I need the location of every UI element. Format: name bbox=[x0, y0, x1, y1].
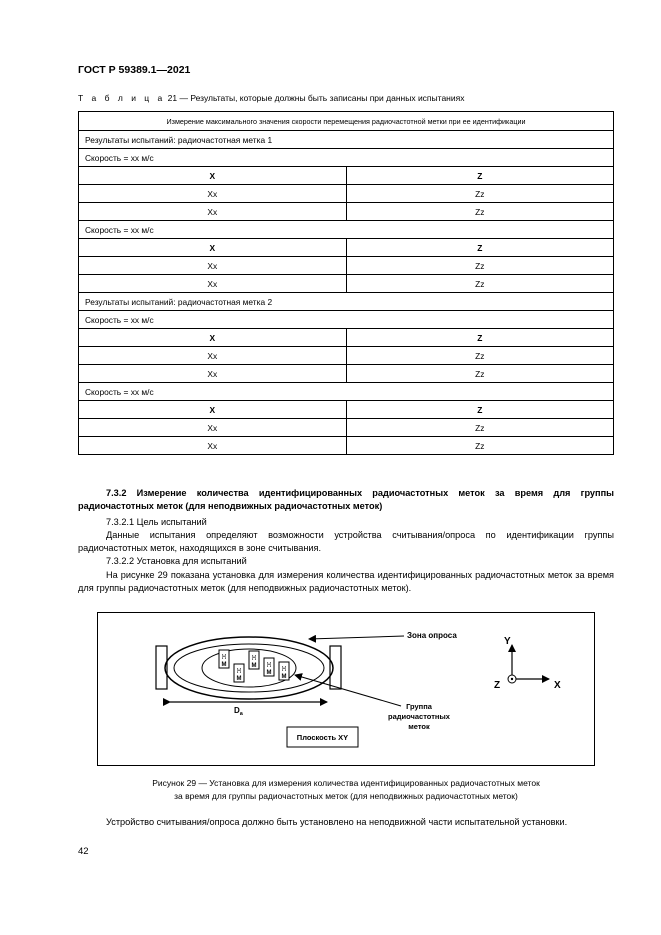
reader-right-antenna bbox=[330, 646, 341, 689]
table-section-row bbox=[79, 293, 614, 311]
table-row bbox=[79, 203, 614, 221]
table-header-cell: Измерение максимального значения скорости перемещения радиочастотной метки при ее идентификации bbox=[79, 112, 614, 131]
svg-text:[•]: [•] bbox=[251, 655, 257, 661]
page-number: 42 bbox=[78, 846, 89, 857]
svg-text:[•]: [•] bbox=[281, 666, 287, 672]
table-cell: Zz bbox=[346, 437, 614, 455]
table-cell: Zz bbox=[346, 419, 614, 437]
table-column-header-row bbox=[79, 401, 614, 419]
table-header-row bbox=[79, 112, 614, 131]
z-axis-label: Z bbox=[494, 680, 501, 691]
footer-paragraph: Устройство считывания/опроса должно быть установлено на неподвижной части испытательной установки. bbox=[106, 817, 568, 827]
svg-text:M: M bbox=[281, 674, 287, 680]
subsection-2-text: На рисунке 29 показана установка для измерения количества идентифицированных радиочастотных меток за время для группы радиочастотных меток (для неподвижных радиочастотных меток). bbox=[78, 570, 614, 593]
table-cell: Xx bbox=[79, 185, 347, 203]
table-column-header: X bbox=[79, 329, 347, 347]
group-label-2: радиочастотных bbox=[388, 712, 450, 721]
figure-diagram bbox=[98, 613, 594, 765]
svg-text:[•]: [•] bbox=[266, 662, 272, 668]
table-cell: Xx bbox=[79, 257, 347, 275]
table-section-cell: Скорость = хх м/с bbox=[79, 149, 614, 167]
table-cell: Zz bbox=[346, 275, 614, 293]
tag-4 bbox=[264, 658, 274, 676]
table-section-cell: Скорость = хх м/с bbox=[79, 311, 614, 329]
table-cell: Xx bbox=[79, 347, 347, 365]
table-column-header: Z bbox=[346, 167, 614, 185]
group-label-3: меток bbox=[408, 722, 430, 731]
table-cell: Zz bbox=[346, 185, 614, 203]
tag-1 bbox=[219, 650, 229, 668]
table-cell: Xx bbox=[79, 203, 347, 221]
table-section-row bbox=[79, 131, 614, 149]
table-column-header: X bbox=[79, 401, 347, 419]
zone-label: Зона опроса bbox=[407, 631, 457, 640]
table-row bbox=[79, 347, 614, 365]
document-code: ГОСТ Р 59389.1—2021 bbox=[78, 64, 191, 76]
group-label-1: Группа bbox=[406, 702, 432, 711]
svg-text:[•]: [•] bbox=[236, 668, 242, 674]
table-row bbox=[79, 365, 614, 383]
table-column-header: Z bbox=[346, 239, 614, 257]
table-column-header-row bbox=[79, 167, 614, 185]
distance-label: $D_a$ bbox=[234, 706, 243, 717]
figure-29 bbox=[97, 612, 595, 766]
subsection-2-title: 7.3.2.2 Установка для испытаний bbox=[106, 556, 247, 566]
table-caption bbox=[78, 93, 464, 103]
table-column-header: X bbox=[79, 239, 347, 257]
results-table bbox=[78, 111, 614, 455]
svg-text:M: M bbox=[236, 676, 242, 682]
table-cell: Xx bbox=[79, 419, 347, 437]
table-row bbox=[79, 437, 614, 455]
subsection-1-text: Данные испытания определяют возможности устройства считывания/опроса по идентификации группы радиочастотных меток, находящихся в зоне считывания. bbox=[78, 530, 614, 553]
svg-text:M: M bbox=[266, 670, 272, 676]
table-column-header-row bbox=[79, 329, 614, 347]
table-section-cell: Скорость = хх м/с bbox=[79, 221, 614, 239]
figure-caption bbox=[78, 777, 614, 802]
table-row bbox=[79, 257, 614, 275]
table-cell: Xx bbox=[79, 437, 347, 455]
table-column-header: Z bbox=[346, 329, 614, 347]
zone-arrow bbox=[309, 636, 404, 639]
table-row bbox=[79, 185, 614, 203]
table-cell: Zz bbox=[346, 347, 614, 365]
table-section-row bbox=[79, 383, 614, 401]
table-column-header: Z bbox=[346, 401, 614, 419]
table-row bbox=[79, 275, 614, 293]
y-axis-label: Y bbox=[504, 636, 511, 647]
svg-text:M: M bbox=[251, 663, 257, 669]
section-heading: 7.3.2 Измерение количества идентифицированных радиочастотных меток за время для группы радиочастотных меток (для неподвижных радиочастотных меток) bbox=[78, 488, 614, 511]
table-cell: Xx bbox=[79, 365, 347, 383]
tag-3 bbox=[249, 651, 259, 669]
table-section-row bbox=[79, 311, 614, 329]
table-section-row bbox=[79, 221, 614, 239]
table-cell: Zz bbox=[346, 257, 614, 275]
table-cell: Xx bbox=[79, 275, 347, 293]
xy-plane-label: Плоскость XY bbox=[296, 733, 349, 742]
svg-text:M: M bbox=[221, 662, 227, 668]
group-arrow bbox=[295, 675, 401, 706]
subsection-1-title: 7.3.2.1 Цель испытаний bbox=[106, 517, 207, 527]
table-section-cell: Результаты испытаний: радиочастотная метка 2 bbox=[79, 293, 614, 311]
tag-5 bbox=[279, 662, 289, 680]
table-cell: Zz bbox=[346, 365, 614, 383]
x-axis-label: X bbox=[554, 680, 561, 691]
svg-text:[•]: [•] bbox=[221, 654, 227, 660]
table-row bbox=[79, 419, 614, 437]
table-cell: Zz bbox=[346, 203, 614, 221]
table-section-row bbox=[79, 149, 614, 167]
table-section-cell: Результаты испытаний: радиочастотная метка 1 bbox=[79, 131, 614, 149]
figure-caption-line-1: Рисунок 29 — Установка для измерения количества идентифицированных радиочастотных меток bbox=[152, 778, 540, 788]
figure-caption-line-2: за время для группы радиочастотных меток (для неподвижных радиочастотных меток) bbox=[174, 790, 518, 801]
tag-2 bbox=[234, 664, 244, 682]
table-caption-prefix: Т а б л и ц а bbox=[78, 93, 166, 103]
table-column-header-row bbox=[79, 239, 614, 257]
table-caption-text: 21 — Результаты, которые должны быть записаны при данных испытаниях bbox=[167, 93, 465, 103]
table-column-header: X bbox=[79, 167, 347, 185]
table-section-cell: Скорость = хх м/с bbox=[79, 383, 614, 401]
